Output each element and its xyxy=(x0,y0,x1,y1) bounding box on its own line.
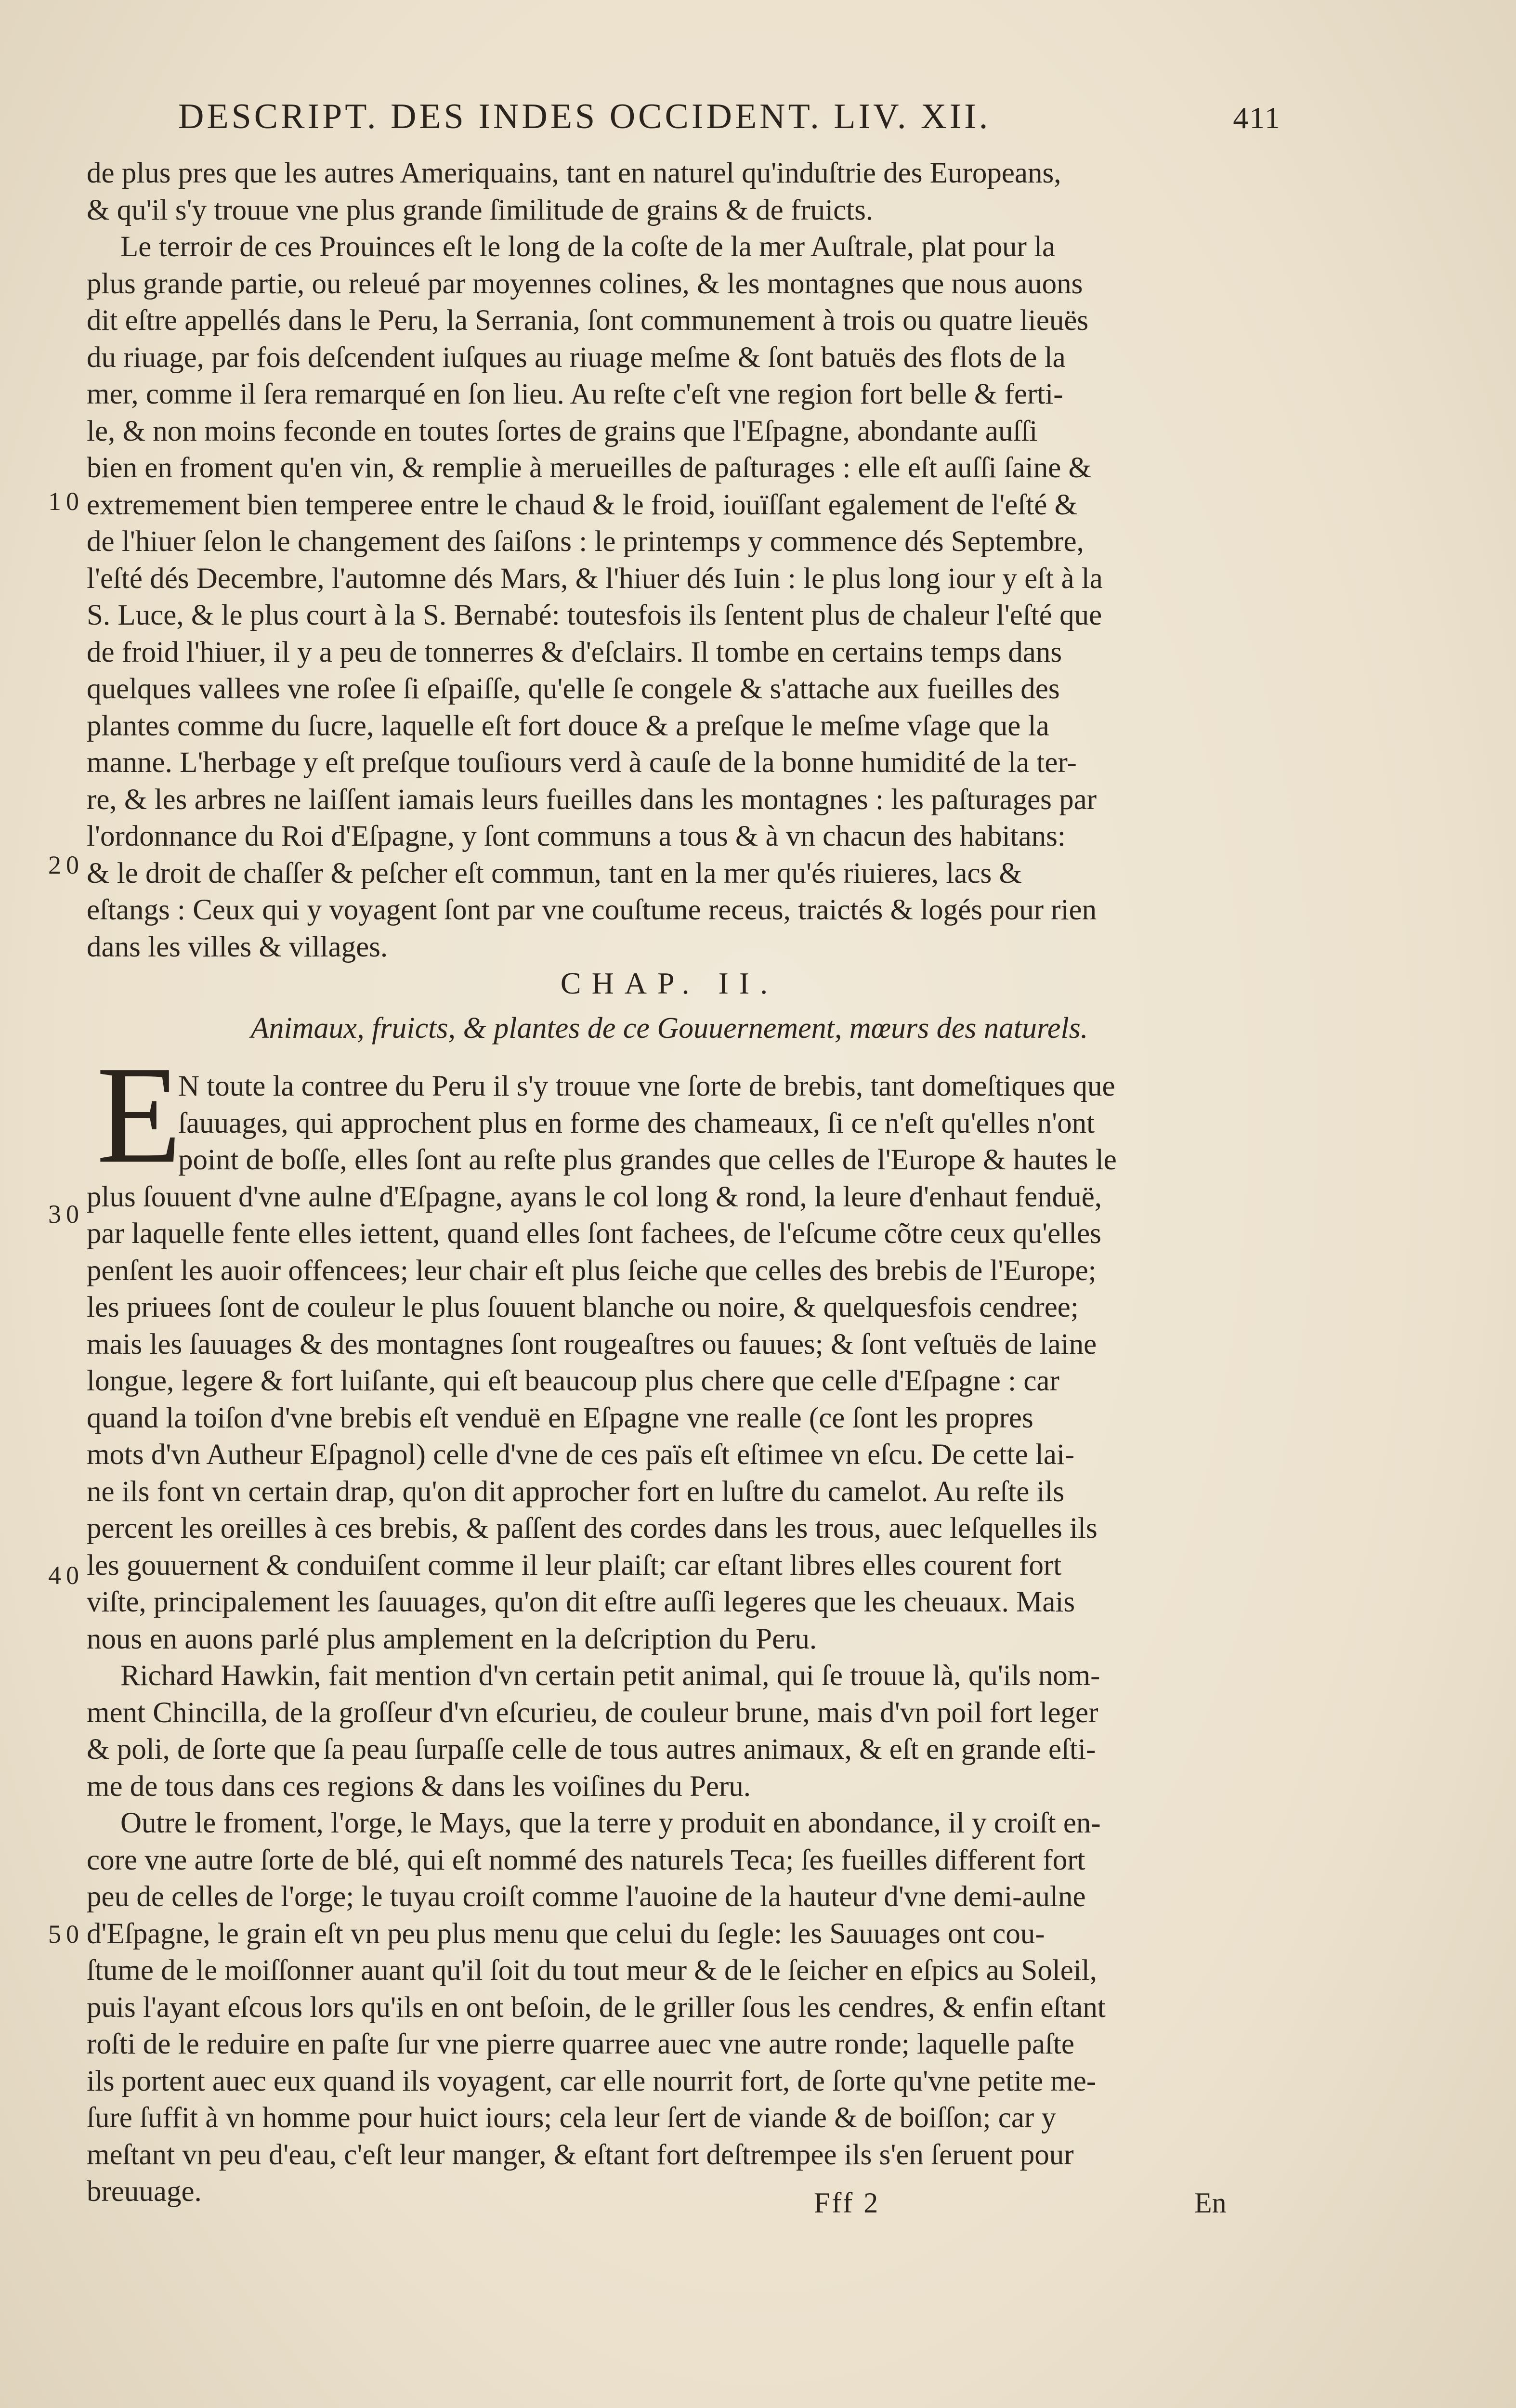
text-block-1 xyxy=(87,155,1252,966)
text-line: plus grande partie, ou releué par moyennes colines, & les montagnes que nous auons xyxy=(87,267,1083,300)
text-line: me de tous dans ces regions & dans les voiſines du Peru. xyxy=(87,1770,751,1803)
signature-mark: Fff 2 xyxy=(814,2187,880,2219)
text-line: Richard Hawkin, fait mention d'vn certain petit animal, qui ſe trouue là, qu'ils nom- xyxy=(120,1660,1100,1692)
text-line: penſent les auoir offencees; leur chair eſt plus ſeiche que celles des brebis de l'Europe; xyxy=(87,1254,1097,1287)
text-line: ne ils font vn certain drap, qu'on dit approcher fort en luſtre du camelot. Au reſte ils xyxy=(87,1475,1065,1508)
text-line: manne. L'herbage y eſt preſque touſiours verd à cauſe de la bonne humidité de la ter- xyxy=(87,746,1077,779)
text-line: extremement bien temperee entre le chaud & le froid, iouïſſant egalement de l'eſté & xyxy=(87,488,1078,521)
text-line: re, & les arbres ne laiſſent iamais leurs fueilles dans les montagnes : les paſturages par xyxy=(87,783,1097,816)
text-line: l'eſté dés Decembre, l'automne dés Mars, & l'hiuer dés Iuin : le plus long iour y eſt à la xyxy=(87,562,1103,595)
text-line: & le droit de chaſſer & peſcher eſt commun, tant en la mer qu'és riuieres, lacs & xyxy=(87,857,1022,890)
text-line: peu de celles de l'orge; le tuyau croiſt comme l'auoine de la hauteur d'vne demi-aulne xyxy=(87,1881,1086,1913)
text-line: quand la toiſon d'vne brebis eſt venduë en Eſpagne vne realle (ce ſont les propres xyxy=(87,1401,1033,1434)
text-line: Outre le froment, l'orge, le Mays, que la terre y produit en abondance, il y croiſt en- xyxy=(120,1807,1101,1839)
text-line: & qu'il s'y trouue vne plus grande ſimilitude de grains & de fruicts. xyxy=(87,194,874,226)
text-line: du riuage, par fois deſcendent iuſques au riuage meſme & ſont batuës des flots de la xyxy=(87,341,1066,374)
text-line: mer, comme il ſera remarqué en ſon lieu. Au reſte c'eſt vne region fort belle & ferti- xyxy=(87,378,1063,410)
chapter-title: Animaux, fruicts, & plantes de ce Gouuernement, mœurs des naturels. xyxy=(250,1012,1088,1045)
text-line: d'Eſpagne, le grain eſt vn peu plus menu que celui du ſegle: les Sauuages ont cou- xyxy=(87,1917,1045,1950)
text-line: les gouuernent & conduiſent comme il leur plaiſt; car eſtant libres elles courent fort xyxy=(87,1549,1062,1582)
text-line: nous en auons parlé plus amplement en la deſcription du Peru. xyxy=(87,1623,817,1655)
text-line: ils portent auec eux quand ils voyagent, car elle nourrit fort, de ſorte qu'vne petite me- xyxy=(87,2065,1097,2097)
text-line: S. Luce, & le plus court à la S. Bernabé: toutesfois ils ſentent plus de chaleur l'eſté que xyxy=(87,599,1102,631)
text-line: core vne autre ſorte de blé, qui eſt nommé des naturels Teca; ſes fueilles different fort xyxy=(87,1844,1085,1876)
text-line: meſtant vn peu d'eau, c'eſt leur manger, & eſtant fort deſtrempee ils s'en ſeruent pour xyxy=(87,2138,1074,2171)
text-line: le, & non moins feconde en toutes ſortes de grains que l'Eſpagne, abondante auſſi xyxy=(87,415,1038,447)
margin-number: 50 xyxy=(48,1920,84,1949)
running-title: DESCRIPT. DES INDES OCCIDENT. LIV. XII. xyxy=(178,97,991,136)
text-line: par laquelle fente elles iettent, quand elles ſont fachees, de l'eſcume cõtre ceux qu'elles xyxy=(87,1217,1101,1250)
text-line: plus ſouuent d'vne aulne d'Eſpagne, ayans le col long & rond, la leure d'enhaut fenduë, xyxy=(87,1180,1102,1213)
text-line: mots d'vn Autheur Eſpagnol) celle d'vne de ces païs eſt eſtimee vn eſcu. De cette lai- xyxy=(87,1439,1075,1471)
text-line: & poli, de ſorte que ſa peau ſurpaſſe celle de tous autres animaux, & eſt en grande eſti- xyxy=(87,1733,1096,1766)
text-line: ment Chincilla, de la groſſeur d'vn eſcurieu, de couleur brune, mais d'vn poil fort leger xyxy=(87,1696,1098,1729)
text-line: dans les villes & villages. xyxy=(87,930,388,963)
text-line: roſti de le reduire en paſte ſur vne pierre quarree auec vne autre ronde; laquelle paſte xyxy=(87,2028,1074,2060)
text-line: breuuage. xyxy=(87,2175,202,2208)
text-line: les priuees ſont de couleur le plus ſouuent blanche ou noire, & quelquesfois cendree; xyxy=(87,1291,1079,1323)
margin-number: 20 xyxy=(48,851,84,879)
text-line: mais les ſauuages & des montagnes ſont rougeaſtres ou fauues; & ſont veſtuës de laine xyxy=(87,1328,1097,1361)
text-line: l'ordonnance du Roi d'Eſpagne, y ſont communs a tous & à vn chacun des habitans: xyxy=(87,820,1066,852)
text-line: puis l'ayant eſcous lors qu'ils en ont beſoin, de le griller ſous les cendres, & enfin eſtant xyxy=(87,1991,1106,2024)
text-line: de froid l'hiuer, il y a peu de tonnerres & d'eſclairs. Il tombe en certains temps dans xyxy=(87,636,1062,668)
text-line: ſauuages, qui approchent plus en forme des chameaux, ſi ce n'eſt qu'elles n'ont xyxy=(178,1107,1095,1139)
text-line: ſtume de le moiſſonner auant qu'il ſoit du tout meur & de le ſeicher en eſpics au Soleil, xyxy=(87,1954,1098,1987)
chapter-heading: CHAP. II. xyxy=(560,966,779,1000)
margin-number: 30 xyxy=(48,1200,84,1229)
text-line: viſte, principalement les ſauuages, qu'on dit eſtre auſſi legeres que les cheuaux. Mais xyxy=(87,1586,1075,1618)
text-line: Le terroir de ces Prouinces eſt le long de la coſte de la mer Auſtrale, plat pour la xyxy=(120,231,1056,263)
text-line: bien en froment qu'en vin, & remplie à merueilles de paſturages : elle eſt auſſi ſaine & xyxy=(87,452,1091,484)
text-line: quelques vallees vne roſee ſi eſpaiſſe, qu'elle ſe congele & s'attache aux fueilles des xyxy=(87,673,1060,705)
running-header xyxy=(178,96,1281,154)
margin-number: 40 xyxy=(48,1561,84,1590)
text-block-2 xyxy=(87,1068,1252,2211)
text-line: ſure ſuffit à vn homme pour huict iours; cela leur ſert de viande & de boiſſon; car y xyxy=(87,2102,1056,2134)
text-line: eſtangs : Ceux qui y voyagent ſont par vne couſtume receus, traictés & logés pour rien xyxy=(87,894,1097,926)
text-line: point de boſſe, elles ſont au reſte plus grandes que celles de l'Europe & hautes le xyxy=(178,1144,1117,1176)
catchword: En xyxy=(1194,2187,1227,2219)
text-line: de l'hiuer ſelon le changement des ſaiſons : le printemps y commence dés Septembre, xyxy=(87,525,1084,558)
text-line: N toute la contree du Peru il s'y trouue vne ſorte de brebis, tant domeſtiques que xyxy=(178,1070,1115,1102)
text-line: longue, legere & fort luiſante, qui eſt beaucoup plus chere que celle d'Eſpagne : car xyxy=(87,1365,1059,1397)
text-line: de plus pres que les autres Ameriquains, tant en naturel qu'induſtrie des Europeans, xyxy=(87,157,1061,189)
text-line: plantes comme du ſucre, laquelle eſt fort douce & a preſque le meſme vſage que la xyxy=(87,709,1049,742)
margin-number: 10 xyxy=(48,487,84,516)
text-line: dit eſtre appellés dans le Peru, la Serrania, ſont communement à trois ou quatre lieuës xyxy=(87,304,1089,337)
folio-number: 411 xyxy=(1233,101,1281,135)
text-line: percent les oreilles à ces brebis, & paſſent des cordes dans les trous, auec leſquelles ils xyxy=(87,1512,1098,1544)
drop-initial: E xyxy=(96,1037,182,1192)
